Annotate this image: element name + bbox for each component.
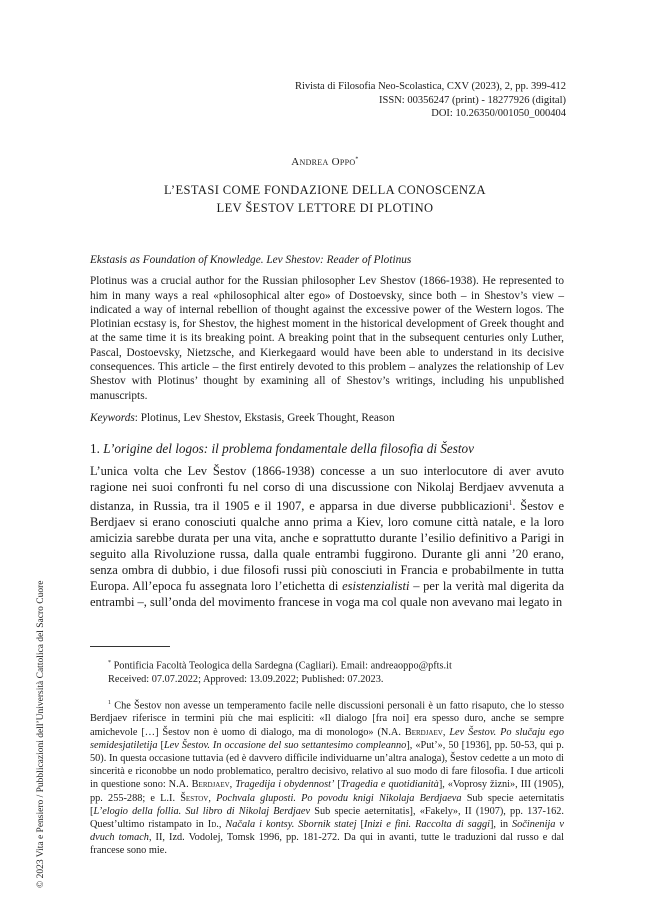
section-number: 1. [90,441,100,456]
footnote-dates: Received: 07.07.2022; Approved: 13.09.2022; Published: 07.2023. [108,673,384,685]
fn-italic: Tragedija i obydennost’ [235,779,335,791]
footnote-marker: * [108,660,111,666]
fn-text: , [229,779,236,791]
fn-italic: Inizi e fini. Raccolta di saggi [363,819,490,831]
fn-text: , [208,792,217,804]
body-text [90,463,564,610]
keywords-list: : Plotinus, Lev Shestov, Ekstasis, Greek Thought, Reason [134,411,395,424]
fn-italic: L’elogio della follia. Sul libro di Nikolaj Berdjaev [93,805,311,817]
fn-italic: Lev Šestov. In occasione del suo settantesimo compleanno [163,739,407,751]
fn-author: Id. [207,819,219,831]
fn-italic: Lev Šestov. Po slučaju ego semidesjatiletija [90,726,564,751]
section-title: L’origine del logos: il problema fondamentale della filosofia di Šestov [103,441,474,456]
fn-italic: Tragedia e quotidianità [340,779,439,791]
body-paragraph [90,463,564,610]
fn-italic: Pochvala gluposti. Po povodu knigi Nikolaja Berdjaeva [216,792,462,804]
body-text-part: . Šestov e Berdjaev si erano conosciuti qualche anno prima a Kiev, loro comune città natale, e la loro amicizia sarebbe durata per una vita, anche e soprattutto durante l’esilio definitivo a Parigi in seguito alla Rivoluzione russa, dalla quale entrambi fuggirono. Durante gli anni ’20 erano, senza ombra di dubbio, i due filosofi russi più conosciuti in Francia e probabilmente in tutta Europa. All’epoca fu assegnata loro l’etichetta di [90,499,564,594]
abstract-english-title: Ekstasis as Foundation of Knowledge. Lev Shestov: Reader of Plotinus [90,254,412,266]
fn-text: ], in [489,819,512,831]
fn-text: [ [157,739,164,751]
copyright-notice: © 2023 Vita e Pensiero / Pubblicazioni dell’Università Cattolica del Sacro Cuore [36,580,46,888]
keywords-label: Keywords [90,411,135,424]
body-text-part: L’unica volta che Lev Šestov (1866-1938) concesse a un suo interlocutore di aver avuto ragione nei suoi confronti fu nel corso di una discussione con Nikolaj Berdjaev avvenuta a distanza, in Russia, tra il 1905 e il 1907, e apparsa in due diverse pubblicazioni [90,464,564,514]
article-title-line2: LEV ŠESTOV LETTORE DI PLOTINO [216,201,434,215]
fn-text: Sub specie aeternitatis], «Fakely», II (1907), pp. 137-162. Quest’ultimo ristampato in [90,805,564,831]
fn-text: [ [334,779,341,791]
fn-text: [ [356,819,364,831]
abstract-text: Plotinus was a crucial author for the Russian philosopher Lev Shestov (1866-1938). He represented to him in many ways a real «philosophical alter ego» of Dostoevsky, since both – in Shestov’s view – indicated a way of internal rebellion of thought against the excessive power of the Western logos. The Plotinian ecstasy is, for Shestov, the highest moment in the historical development of Greek thought and at the same time it is its breaking point. A breaking point that in the subsequent centuries only Luther, Pascal, Dostoevsky, Nietzsche, and Kierkegaard would have been able to understand in its decisive consequences. This article – the first entirely devoted to this problem – analyzes the relationship of Lev Shestov with Plotinus’ thought by examining all of Shestov’s writings, including his unpublished manuscripts. [90,275,564,402]
fn-author: Šestov [180,792,209,804]
keywords [90,411,564,425]
author-line [0,156,650,168]
fn-author: Berdjaev [191,779,230,791]
article-title [0,181,650,217]
footnote-affiliation [90,657,564,673]
fn-author: Berdjaev [404,726,443,738]
author-name: Andrea Oppo [291,156,356,168]
fn-text: ], «Voprosy žizni», III (1905), pp. 255-288; e L.I. [90,779,564,804]
journal-issn: ISSN: 00356247 (print) - 18277926 (digital) [379,94,566,106]
abstract [90,253,564,425]
fn-text: , [218,819,226,831]
footnote-divider [90,646,170,647]
journal-citation: Rivista di Filosofia Neo-Scolastica, CXV (2023), 2, pp. 399-412 [294,81,566,92]
footnote-1 [90,697,564,858]
footnote-ref-1[interactable]: 1 [508,499,513,507]
journal-doi: DOI: 10.26350/001050_000404 [431,108,566,119]
footnotes [90,657,564,858]
fn-text: Che Šestov non avesse un temperamento facile nelle discussioni personali è un fatto risaputo, che lo stesso Berdjaev riferisce in termini più che mai espliciti: «Il dialogo [fra noi] era spesso duro, anche se sempre amichevole […] Šestov non è uomo di dialogo, ma di monologo» (N.A. [90,700,564,738]
body-emphasis: esistenzialisti [342,579,410,594]
affiliation-text: Pontificia Facoltà Teologica della Sardegna (Cagliari). Email: andreaoppo@pfts.it [111,660,452,672]
section-heading [90,441,564,457]
article-title-line1: L’ESTASI COME FONDAZIONE DELLA CONOSCENZA [164,183,486,197]
fn-text: , [442,726,450,738]
fn-text: Sub specie aeternitatis [ [90,792,564,817]
fn-text: ], «Put’», 50 [1936], pp. 50-53, qui p. 50). In questa occasione tuttavia (ed è davvero difficile individuarne un’altra analoga), Šestov cedette a un moto di sincerità e riconobbe un nodo problematico, peraltro decisivo, relativo al suo modo di fare filosofia. I due articoli in questione sono: N.A. [90,739,564,791]
journal-info [295,80,566,121]
footnote-marker: 1 [108,699,111,706]
fn-italic: Načala i kontsy. Sbornik statej [225,819,357,831]
body-text-part: – per la verità mal digerita da entrambi –, sull’onda del movimento francese in voga ma col quale non avevano mai legato in [90,579,565,610]
fn-text: , II, Izd. Vodolej, Tomsk 1996, pp. 181-272. Da qui in avanti, tutte le traduzioni dal russo e dal francese sono mie. [90,832,564,857]
fn-italic: Sočinenija v dvuch tomach [90,819,564,844]
author-footnote-marker: * [355,156,359,163]
